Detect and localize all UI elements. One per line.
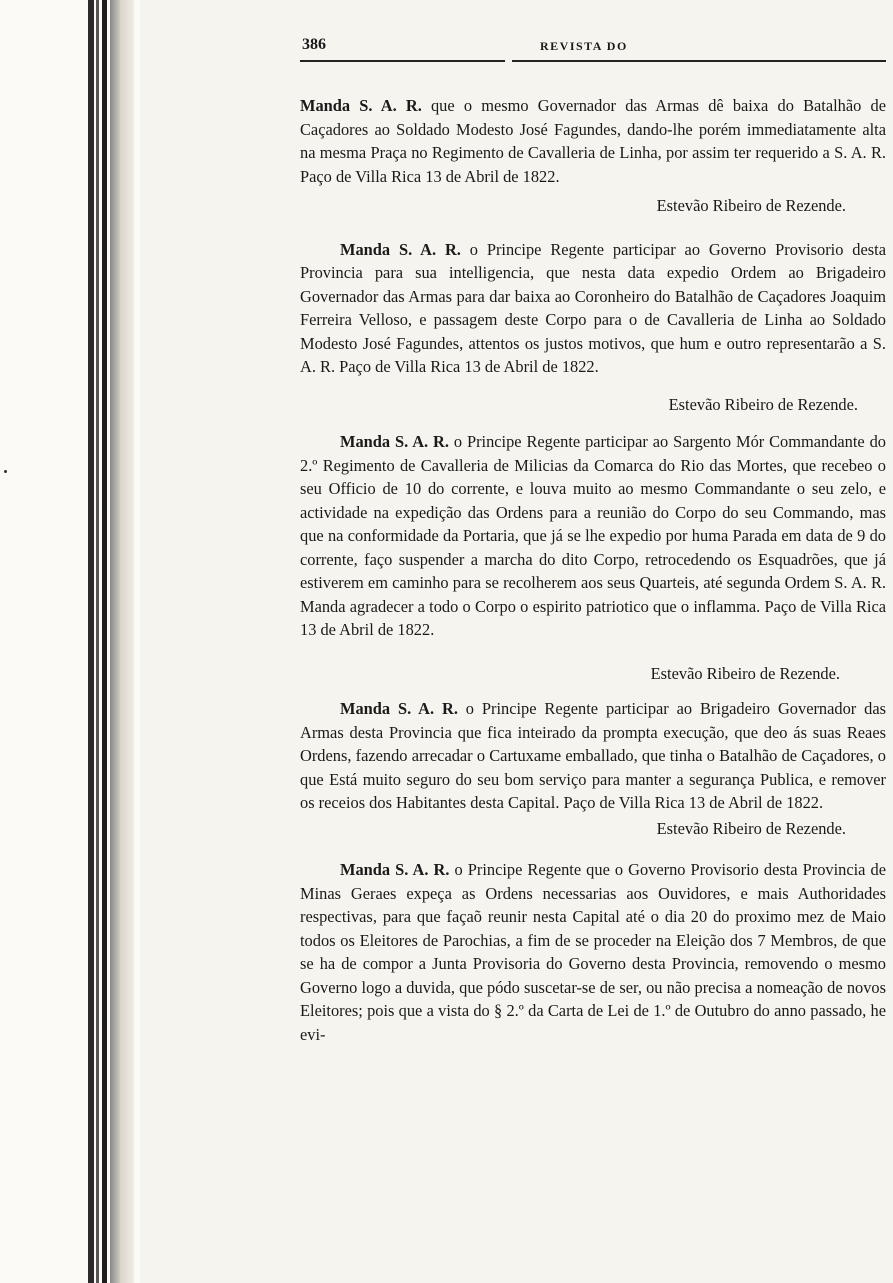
binding-shadow — [120, 0, 134, 1283]
signature: Estevão Ribeiro de Rezende. — [656, 196, 846, 215]
document-body — [300, 94, 886, 1046]
margin-mark — [4, 470, 7, 473]
paragraph-lead: Manda S. A. R. — [340, 239, 461, 259]
paragraph — [300, 697, 886, 815]
paragraph-text: o Principe Regente participar ao Governo Provisorio desta Provincia para sua intelligencia, que nesta data expedio Ordem ao Brigadeiro Governador das Armas para dar baixa ao Coronheiro do Batalhão de Caçadores Joaquim Ferreira Velloso, e passagem deste Corpo para o de Cavalleria de Linha ao Soldado Modesto José Fagundes, attentos os justos motivos, que hum e outro representarão a S. A. R. Paço de Villa Rica 13 de Abril de 1822. — [300, 239, 886, 376]
paragraph — [300, 858, 886, 1046]
paragraph — [300, 430, 886, 642]
paragraph-text: o Principe Regente participar ao Brigadeiro Governador das Armas desta Provincia que fica inteirado da prompta execução, que deo ás suas Reaes Ordens, fazendo arrecadar o Cartuxame emballado, que tinha o Batalhão de Caçadores, o que Está muito seguro do seu bom serviço para manter a segurança Publica, e remover os receios dos Habitantes desta Capital. Paço de Villa Rica 13 de Abril de 1822. — [300, 699, 886, 812]
signature: Estevão Ribeiro de Rezende. — [656, 818, 846, 838]
paragraph-text: que o mesmo Governador das Armas dê baixa do Batalhão de Caçadores ao Soldado Modesto José Fagundes, dando-lhe porém immediatamente alta na mesma Praça no Regimento de Cavalleria de Linha, por assim ter requerido a S. A. R. Paço de Villa Rica 13 de Abril de 1822. — [300, 96, 886, 186]
paragraph-lead: Manda S. A. R. — [340, 699, 458, 718]
signature: Estevão Ribeiro de Rezende. — [650, 663, 840, 683]
paragraph — [300, 94, 886, 188]
binding-shadow — [88, 0, 94, 1283]
document-page — [300, 36, 886, 1046]
signature: Estevão Ribeiro de Rezende. — [668, 394, 858, 414]
binding-shadow — [96, 0, 99, 1283]
binding-shadow — [110, 0, 120, 1283]
paragraph-text: o Principe Regente que o Governo Provisorio desta Provincia de Minas Geraes expeça as Ordens necessarias aos Ouvidores, e mais Authoridades respectivas, para que façaõ reunir nesta Capital até o dia 20 do proximo mez de Maio todos os Eleitores de Parochias, a fim de se proceder na Eleição dos 7 Membros, de que se ha de compor a Junta Provisoria do Governo desta Provincia, removendo o mesmo Governo logo a duvida, que pódo suscetar-se de ser, ou não precisa a nomeação de novos Eleitores; pois que a vista do § 2.º da Carta de Lei de 1.º de Outubro do anno passado, he evi- — [300, 860, 886, 1044]
paragraph-lead: Manda S. A. R. — [340, 432, 449, 451]
page-number: 386 — [302, 36, 326, 53]
paragraph-lead: Manda S. A. R. — [340, 860, 450, 879]
page-header — [300, 36, 886, 62]
paragraph-lead: Manda S. A. R. — [300, 96, 422, 115]
paragraph — [300, 238, 886, 379]
book-binding-gutter — [0, 0, 140, 1283]
header-rule — [300, 60, 505, 62]
binding-shadow — [102, 0, 107, 1283]
header-rule — [512, 60, 886, 62]
paragraph-text: o Principe Regente participar ao Sargento Mór Commandante do 2.º Regimento de Cavalleria de Milicias da Comarca do Rio das Mortes, que recebeo o seu Officio de 10 do corrente, e louva muito ao mesmo Commandante o seu zelo, e actividade na expedição das Ordens para a reunião do Corpo do seu Commando, mas que na conformidade da Portaria, que já se lhe expedio por huma Parada em data de 9 do corrente, faço suspender a marcha do dito Corpo, retrocedendo os Esquadrões, que já estiverem em caminho para se recolherem aos seus Quarteis, até segunda Ordem S. A. R. Manda agradecer a todo o Corpo o espirito patriotico que o inflamma. Paço de Villa Rica 13 de Abril de 1822. — [300, 432, 886, 639]
running-head: REVISTA DO — [540, 39, 628, 53]
